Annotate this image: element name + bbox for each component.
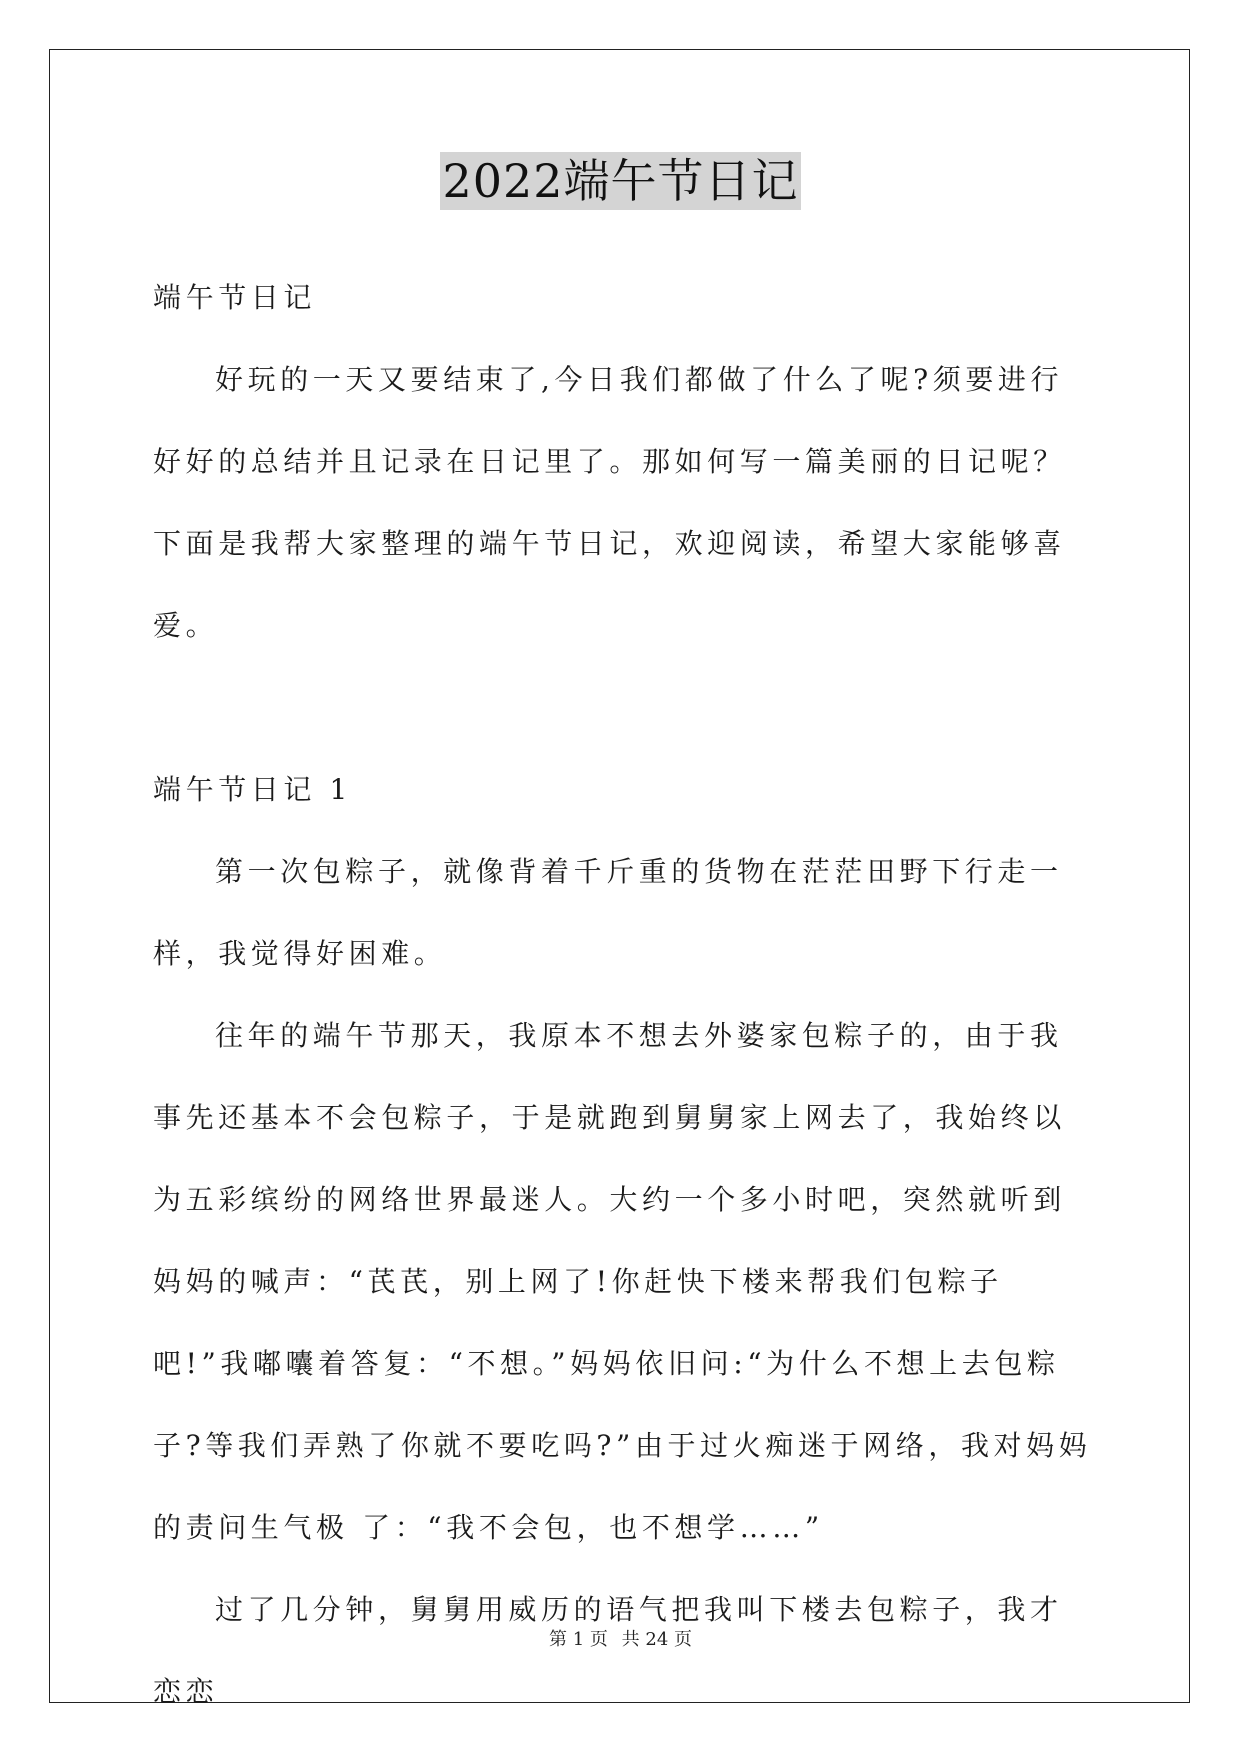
page-footer	[0, 1628, 1241, 1652]
page-number: 第 1 页	[549, 1629, 608, 1650]
title-container	[0, 152, 1241, 210]
section-heading: 端午节日记 1	[153, 773, 352, 806]
body-paragraph: 过了几分钟，舅舅用威历的语气把我叫下楼去包粽子，我才恋恋	[153, 1593, 1063, 1708]
intro-paragraph: 好玩的一天又要结束了,今日我们都做了什么了呢?须要进行好好的总结并且记录在日记里了。那如何写一篇美丽的日记呢？下面是我帮大家整理的端午节日记，欢迎阅读，希望大家能够喜爱。	[153, 363, 1066, 642]
paragraph-gap	[153, 667, 1093, 749]
body-paragraph: 第一次包粽子，就像背着千斤重的货物在茫茫田野下行走一样，我觉得好困难。	[153, 855, 1063, 970]
document-body	[153, 257, 1093, 1733]
document-title: 2022端午节日记	[442, 154, 799, 208]
section-heading: 端午节日记	[153, 281, 317, 314]
page-total: 共 24 页	[621, 1629, 692, 1650]
body-paragraph: 往年的端午节那天，我原本不想去外婆家包粽子的，由于我事先还基本不会包粽子，于是就跑到舅舅家上网去了，我始终以为五彩缤纷的网络世界最迷人。大约一个多小时吧，突然就听到妈妈的喊声：“芪芪，别上网了!你赶快下楼来帮我们包粽子吧!”我嘟囔着答复：“不想。”妈妈依旧问:“为什么不想上去包粽子?等我们弄熟了你就不要吃吗?”由于过火痴迷于网络，我对妈妈的责问生气极 了：“我不会包，也不想学……”	[153, 1019, 1092, 1544]
